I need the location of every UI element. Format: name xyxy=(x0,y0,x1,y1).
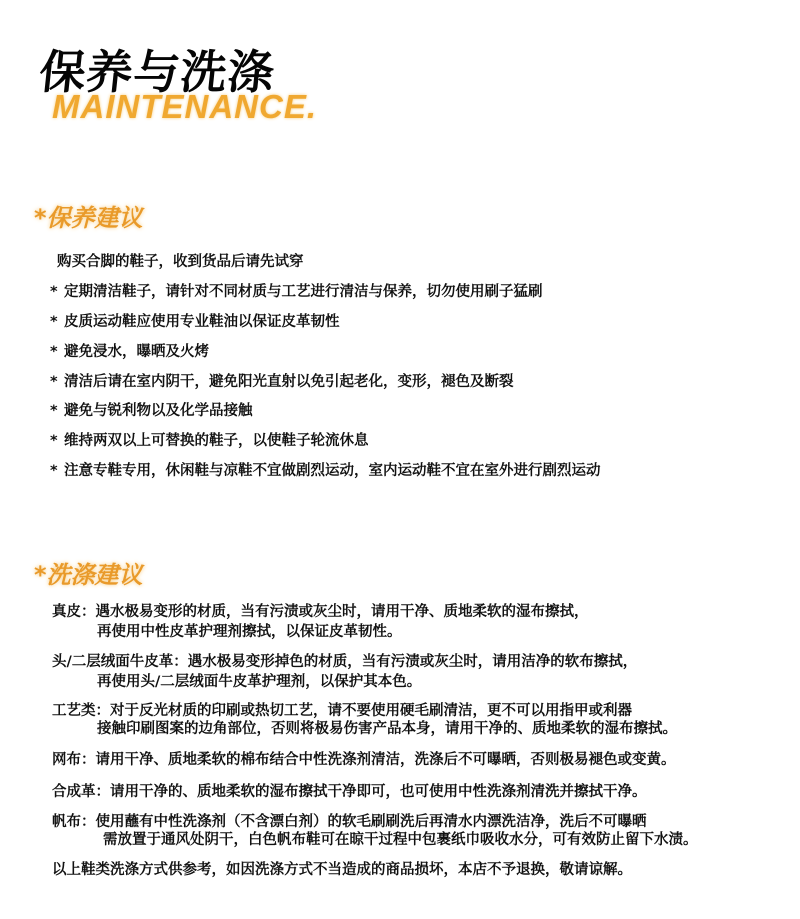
wash-item-line1: 工艺类：对于反光材质的印刷或热切工艺，请不要使用硬毛刷清洁，更不可以用指甲或利器 xyxy=(52,703,632,719)
list-item-text: 维持两双以上可替换的鞋子，以使鞋子轮流休息 xyxy=(64,433,369,449)
wash-item-line1: 帆布：使用蘸有中性洗涤剂（不含漂白剂）的软毛刷刷洗后再清水内漂洗洁净，洗后不可曝晒 xyxy=(52,814,647,830)
wash-item-line2: 再使用头/二层绒面牛皮革护理剂，以保护其本色。 xyxy=(97,674,422,690)
wash-item-line2: 接触印刷图案的边角部位，否则将极易伤害产品本身，请用干净的、质地柔软的湿布擦拭。 xyxy=(97,721,677,737)
list-item-text: 注意专鞋专用，休闲鞋与凉鞋不宜做剧烈运动，室内运动鞋不宜在室外进行剧烈运动 xyxy=(64,463,601,479)
care-heading: *保养建议 xyxy=(34,204,143,232)
list-item-text: 避免浸水，曝晒及火烤 xyxy=(64,344,209,360)
wash-item-line1: 网布：请用干净、质地柔软的棉布结合中性洗涤剂清洁，洗涤后不可曝晒，否则极易褪色或变黄。 xyxy=(52,752,676,768)
list-item: * 避免浸水，曝晒及火烤 xyxy=(50,344,209,360)
list-item: * 皮质运动鞋应使用专业鞋油以保证皮革韧性 xyxy=(50,314,340,330)
wash-item-line1: 头/二层绒面牛皮革：遇水极易变形掉色的材质，当有污渍或灰尘时，请用洁净的软布擦拭， xyxy=(52,654,638,670)
list-item: * 避免与锐利物以及化学品接触 xyxy=(50,403,253,419)
wash-item-line1: 合成革：请用干净的、质地柔软的湿布擦拭干净即可，也可使用中性洗涤剂清洗并擦拭干净。 xyxy=(52,784,647,800)
wash-item-line2: 需放置于通风处阴干，白色帆布鞋可在晾干过程中包裹纸巾吸收水分，可有效防止留下水渍。 xyxy=(103,832,698,848)
list-item: * 维持两双以上可替换的鞋子，以使鞋子轮流休息 xyxy=(50,433,369,449)
list-item: * 定期清洁鞋子，请针对不同材质与工艺进行清洁与保养，切勿使用刷子猛刷 xyxy=(50,284,543,300)
list-item-text: 清洁后请在室内阴干，避免阳光直射以免引起老化，变形，褪色及断裂 xyxy=(64,374,514,390)
list-item-text: 定期清洁鞋子，请针对不同材质与工艺进行清洁与保养，切勿使用刷子猛刷 xyxy=(64,284,543,300)
list-item: * 注意专鞋专用，休闲鞋与凉鞋不宜做剧烈运动，室内运动鞋不宜在室外进行剧烈运动 xyxy=(50,463,601,479)
list-item-text: 避免与锐利物以及化学品接触 xyxy=(64,403,253,419)
care-intro: 购买合脚的鞋子，收到货品后请先试穿 xyxy=(57,254,304,270)
wash-disclaimer: 以上鞋类洗涤方式供参考，如因洗涤方式不当造成的商品损坏，本店不予退换，敬请谅解。 xyxy=(52,862,632,878)
page-subtitle: MAINTENANCE. xyxy=(52,88,317,125)
wash-item-line2: 再使用中性皮革护理剂擦拭，以保证皮革韧性。 xyxy=(97,624,402,640)
list-item-text: 皮质运动鞋应使用专业鞋油以保证皮革韧性 xyxy=(64,314,340,330)
list-item: * 清洁后请在室内阴干，避免阳光直射以免引起老化，变形，褪色及断裂 xyxy=(50,374,514,390)
page-title: 保养与洗涤 xyxy=(36,45,278,99)
wash-item-line1: 真皮：遇水极易变形的材质，当有污渍或灰尘时，请用干净、质地柔软的湿布擦拭， xyxy=(52,604,589,620)
wash-heading: *洗涤建议 xyxy=(34,561,143,589)
